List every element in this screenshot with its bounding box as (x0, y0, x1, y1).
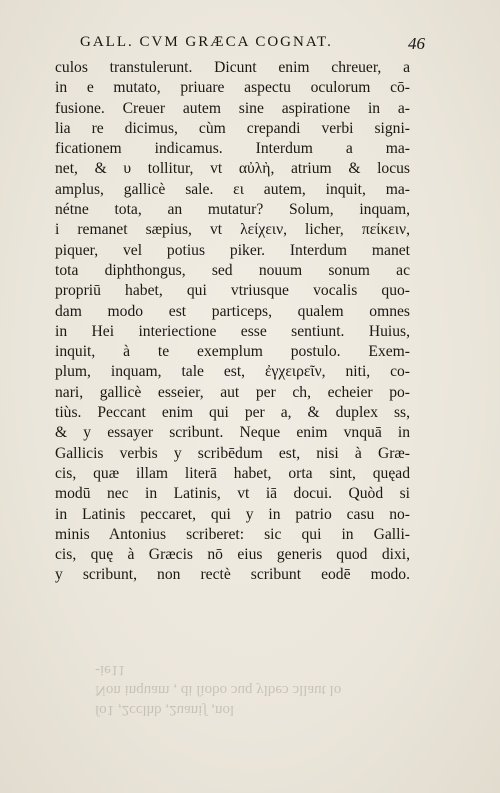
text-line: inquit, à te exemplum postulo. Exem- (55, 343, 410, 361)
text-line: culos transtulerunt. Dicunt enim chreuer, a (55, 59, 410, 76)
text-line: y scribunt, non rectè scribunt eodē modo. (55, 566, 410, 584)
text-line: net, & υ tollitur, vt αὐλὴ, atrium & locus (55, 160, 410, 178)
show-through-bleed: ſo1 ,2cclhb ,2uaniʃ ,nol Non inquam , di ſiobo ɔuq ylbeɔ ɔllaut lo -ie11 (95, 662, 342, 718)
text-line: modū nec in Latinis, vt iā docui. Quòd si (55, 485, 410, 503)
page-number: 46 (408, 34, 425, 53)
text-line: Gallicis verbis y scribēdum est, nisi à Græ- (55, 444, 410, 462)
text-line: cis, quę à Græcis nō eius generis quod dixi, (55, 546, 410, 564)
text-line: cis, quæ illam literā habet, orta sint, quęad (55, 464, 410, 482)
text-line: piquer, vel potius piker. Interdum manet (55, 241, 410, 259)
text-line: in e mutato, priuare aspectu oculorum cō- (55, 79, 410, 97)
text-line: minis Antonius scriberet: sic qui in Galli- (55, 525, 410, 543)
text-line: dam modo est particeps, qualem omnes (55, 302, 410, 320)
text-line: & y essayer scribunt. Neque enim vnquā in (55, 424, 410, 442)
text-line: lia re dicimus, cùm crepandi verbi signi- (55, 119, 410, 137)
running-title: GALL. CVM GRÆCA COGNAT. (80, 34, 333, 50)
text-line: nari, gallicè esseier, aut per ch, echeier po- (55, 383, 410, 401)
text-line: tiùs. Peccant enim qui per a, & duplex ss, (55, 404, 410, 422)
text-line: fusione. Creuer autem sine aspiratione in a- (55, 99, 410, 117)
text-line: plum, inquam, tale est, ἐγχειρεῖν, niti, co- (55, 363, 410, 381)
text-line: nétne tota, an mutatur? Solum, inquam, (55, 201, 410, 219)
text-line: ficationem indicamus. Interdum a ma- (55, 140, 410, 158)
text-line: in Hei interiectione esse sentiunt. Huius, (55, 322, 410, 340)
text-line: in Latinis peccaret, qui y in patrio casu no- (55, 505, 410, 523)
text-line: propriū habet, qui vtriusque vocalis quo- (55, 282, 410, 300)
text-line: i remanet sæpius, vt λείχειν, licher, πείκειν, (55, 221, 410, 239)
body-text (55, 58, 410, 586)
text-line: amplus, gallicè sale. ει autem, inquit, ma- (55, 180, 410, 198)
text-line: tota diphthongus, sed nouum sonum ac (55, 261, 410, 279)
